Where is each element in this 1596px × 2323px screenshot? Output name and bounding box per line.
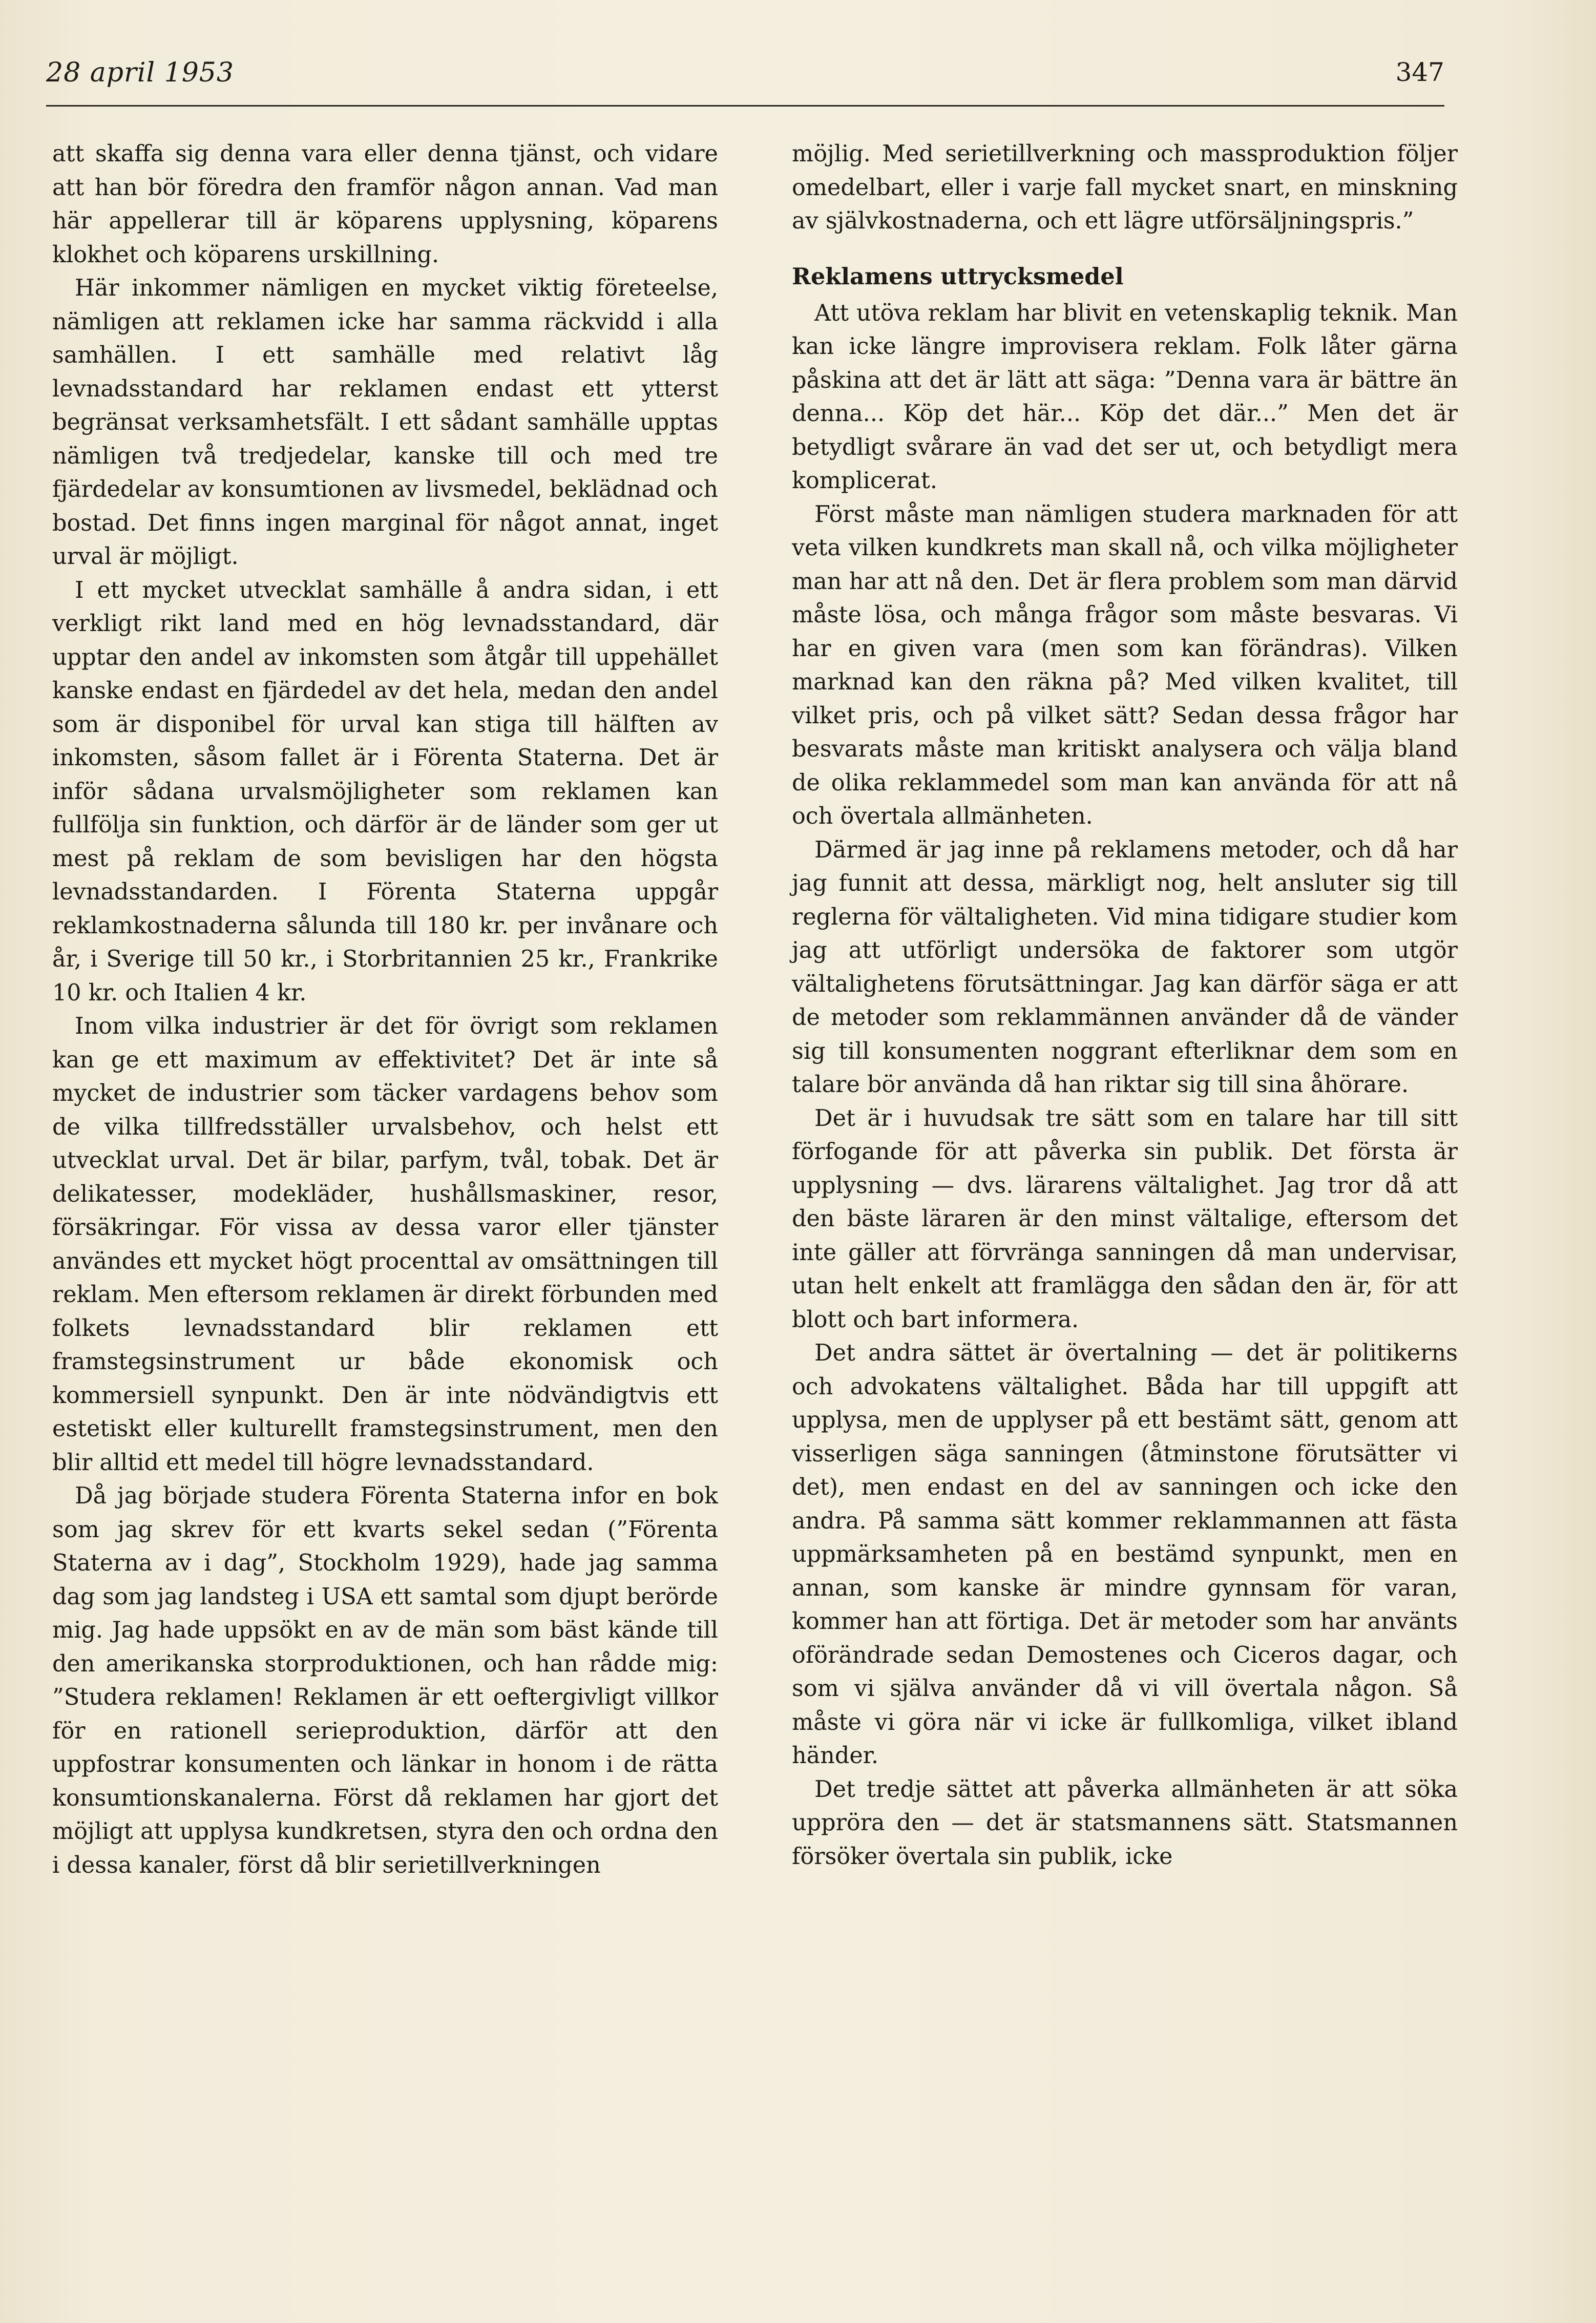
paragraph: Här inkommer nämligen en mycket viktig företeelse, nämligen att reklamen icke har samma räckvidd i alla samhällen. I ett samhälle med relativt låg levnadsstandard har reklamen endast ett ytterst begränsat verksamhetsfält. I ett sådant samhälle upptas nämligen två tredjedelar, kanske till och med tre fjärdedelar av konsumtionen av livsmedel, beklädnad och bostad. Det finns ingen marginal för något annat, inget urval är möjligt. — [52, 275, 718, 570]
paragraph: Då jag började studera Förenta Staterna infor en bok som jag skrev för ett kvarts sekel sedan (”Förenta Staterna av i dag”, Stockholm 1929), hade jag samma dag som jag landsteg i USA ett samtal som djupt berörde mig. Jag hade uppsökt en av de män som bäst kände till den amerikanska storproduktionen, och han rådde mig: ”Studera reklamen! Reklamen är ett oeftergivligt villkor för en rationell serieproduktion, därför att den uppfostrar konsumenten och länkar in honom i de rätta konsumtionskanalerna. Först då reklamen har gjort det möjligt att upplysa kundkretsen, styra den och ordna den i dessa kanaler, först då blir serietillverkningen — [52, 1483, 718, 1878]
paragraph: att skaffa sig denna vara eller denna tjänst, och vidare att han bör föredra den framför någon annan. Vad man här appellerar till är köparens upplysning, köparens klokhet och köparens urskillning. — [52, 141, 718, 268]
paragraph: I ett mycket utvecklat samhälle å andra sidan, i ett verkligt rikt land med en hög levnadsstandard, där upptar den andel av inkomsten som åtgår till uppehället kanske endast en fjärdedel av det hela, medan den andel som är disponibel för urval kan stiga till hälften av inkomsten, såsom fallet är i Förenta Staterna. Det är inför sådana urvalsmöjligheter som reklamen kan fullfölja sin funktion, och därför är de länder som ger ut mest på reklam de som bevisligen har den högsta levnadsstandarden. I Förenta Staterna uppgår reklamkostnaderna sålunda till 180 kr. per invånare och år, i Sverige till 50 kr., i Storbritannien 25 kr., Frankrike 10 kr. och Italien 4 kr. — [52, 577, 718, 1006]
paragraph: Det tredje sättet att påverka allmänheten är att söka uppröra den — det är statsmannens sätt. Statsmannen försöker övertala sin publik, icke — [792, 1776, 1458, 1870]
issue-date: 28 april 1953 — [46, 57, 234, 88]
paragraph: Inom vilka industrier är det för övrigt som reklamen kan ge ett maximum av effektivitet? Det är inte så mycket de industrier som täcker vardagens behov som de vilka tillfredsställer urvalsbehov, och helst ett utvecklat urval. Det är bilar, parfym, tvål, tobak. Det är delikatesser, modekläder, hushållsmaskiner, resor, försäkringar. För vissa av dessa varor eller tjänster användes ett mycket högt procenttal av omsättningen till reklam. Men eftersom reklamen är direkt förbunden med folkets levnadsstandard blir reklamen ett framstegsinstrument ur både ekonomisk och kommersiell synpunkt. Den är inte nödvändigtvis ett estetiskt eller kulturellt framstegsinstrument, men den blir alltid ett medel till högre levnadsstandard. — [52, 1013, 718, 1476]
page-header — [46, 57, 1444, 98]
paragraph: Därmed är jag inne på reklamens metoder, och då har jag funnit att dessa, märkligt nog, helt ansluter sig till reglerna för vältaligheten. Vid mina tidigare studier kom jag att utförligt undersöka de faktorer som utgör vältalighetens förutsättningar. Jag kan därför säga er att de metoder som reklammännen använder då de vänder sig till konsumenten noggrant efterliknar dem som en talare bör använda då han riktar sig till sina åhörare. — [792, 836, 1458, 1098]
section-heading: Reklamens uttrycksmedel — [792, 263, 1124, 290]
paragraph: möjlig. Med serietillverkning och massproduktion följer omedelbart, eller i varje fall mycket snart, en minskning av självkostnaderna, och ett lägre utförsäljningspris.” — [792, 141, 1458, 234]
header-rule — [46, 105, 1444, 107]
paragraph: Först måste man nämligen studera marknaden för att veta vilken kundkrets man skall nå, och vilka möjligheter man har att nå den. Det är flera problem som man därvid måste lösa, och många frågor som måste besvaras. Vi har en given vara (men som kan förändras). Vilken marknad kan den räkna på? Med vilken kvalitet, till vilket pris, och på vilket sätt? Sedan dessa frågor har besvarats måste man kritiskt analysera och välja bland de olika reklammedel som man kan använda för att nå och övertala allmänheten. — [792, 501, 1458, 829]
right-column — [792, 137, 1458, 1873]
paragraph: Det andra sättet är övertalning — det är politikerns och advokatens vältalighet. Båda har till uppgift att upplysa, men de upplyser på ett bestämt sätt, genom att visserligen säga sanningen (åtminstone förutsätter vi det), men endast en del av sanningen och icke den andra. På samma sätt kommer reklammannen att fästa uppmärksamheten på en bestämd synpunkt, men en annan, som kanske är mindre gynnsam för varan, kommer han att förtiga. Det är metoder som har använts oförändrade sedan Demostenes och Ciceros dagar, och som vi själva använder då vi vill övertala någon. Så måste vi göra när vi icke är fullkomliga, vilket ibland händer. — [792, 1340, 1458, 1769]
paragraph: Det är i huvudsak tre sätt som en talare har till sitt förfogande för att påverka sin publik. Det första är upplysning — dvs. lärarens vältalighet. Jag tror då att den bäste läraren är den minst vältalige, eftersom det inte gäller att förvränga sanningen då man undervisar, utan helt enkelt att framlägga den sådan den är, för att blott och bart informera. — [792, 1105, 1458, 1333]
page-number: 347 — [1395, 57, 1444, 87]
paragraph: Att utöva reklam har blivit en vetenskaplig teknik. Man kan icke längre improvisera reklam. Folk låter gärna påskina att det är lätt att säga: ”Denna vara är bättre än denna... Köp det här... Köp det där...” Men det är betydligt svårare än vad det ser ut, och betydligt mera komplicerat. — [792, 300, 1458, 494]
left-column — [52, 137, 718, 1882]
